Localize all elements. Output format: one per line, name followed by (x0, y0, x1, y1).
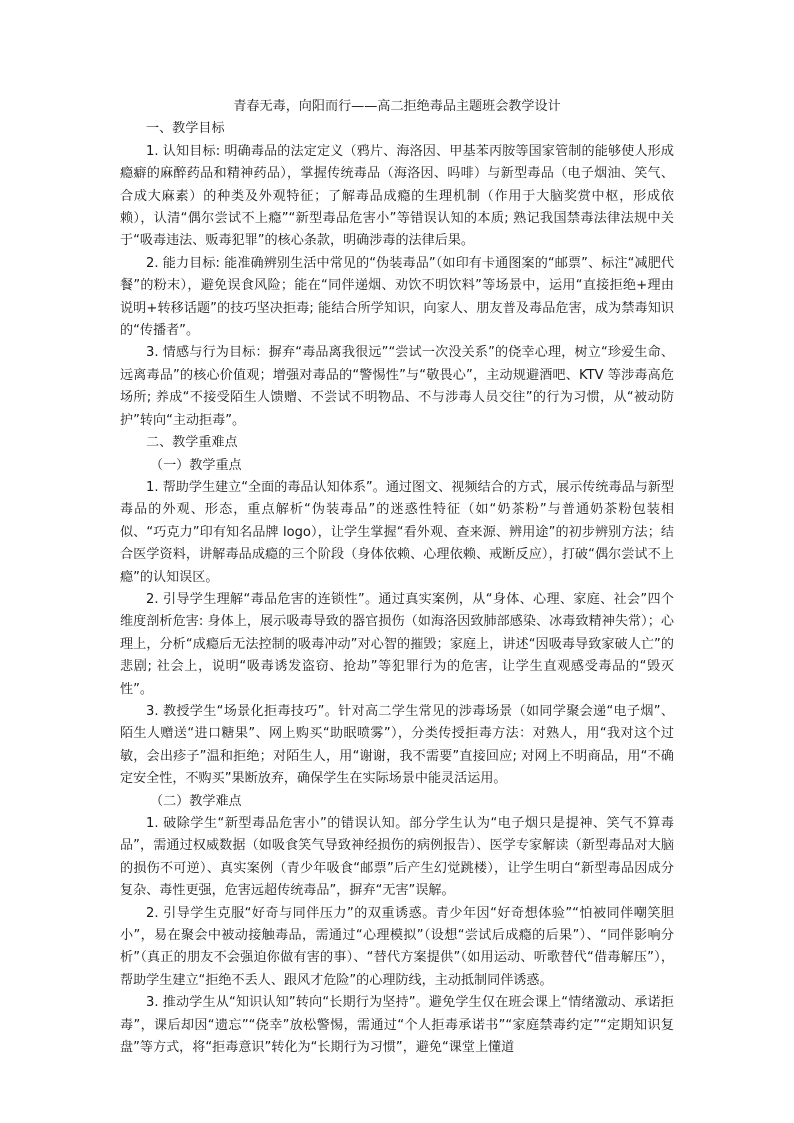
document-body (120, 96, 674, 1059)
subsection-heading-difficult-points: （二）教学难点 (150, 793, 242, 809)
paragraph-emotion-objective: 3. 情感与行为目标：摒弃“毒品离我很远”“尝试一次没关系”的侥幸心理，树立“珍爱生命、远离毒品”的核心价值观；增强对毒品的“警惕性”与“敬畏心”，主动规避酒吧、KTV 等涉毒高危场所; 养成“不接受陌生人馈赠、不尝试不明物品、不与涉毒人员交往”的行为习惯，从“被动防护”转向“主动拒毒”。 (120, 345, 674, 428)
section-heading-key-difficult-points: 二、教学重难点 (146, 435, 238, 451)
section-heading-objectives: 一、教学目标 (146, 121, 225, 137)
paragraph-difficult-point-3: 3. 推动学生从“知识认知”转向“长期行为坚持”。避免学生仅在班会课上“情绪激动、承诺拒毒”，课后却因“遗忘”“侥幸”放松警惕，需通过“个人拒毒承诺书”“家庭禁毒约定”“定期知识复盘”等方式，将“拒毒意识”转化为“长期行为习惯”，避免“课堂上懂道 (120, 995, 674, 1056)
document-title: 青春无毒，向阳而行——高二拒绝毒品主题班会教学设计 (233, 99, 561, 114)
paragraph-difficult-point-2: 2. 引导学生克服“好奇与同伴压力”的双重诱惑。青少年因“好奇想体验”“怕被同伴嘲笑胆小”，易在聚会中被动接触毒品，需通过“心理模拟”（设想“尝试后成瘾的后果”）、“同伴影响分析”（真正的朋友不会强迫你做有害的事）、“替代方案提供”（如用运动、听歌替代“借毒解压”），帮助学生建立“拒绝不丢人、跟风才危险”的心理防线，主动抵制同伴诱惑。 (120, 905, 674, 988)
paragraph-key-point-1: 1. 帮助学生建立“全面的毒品认知体系”。通过图文、视频结合的方式，展示传统毒品与新型毒品的外观、形态，重点解析“伪装毒品”的迷惑性特征（如“奶茶粉”与普通奶茶粉包装相似、“巧克力”印有知名品牌 logo），让学生掌握“看外观、查来源、辨用途”的初步辨别方法；结合医学资料，讲解毒品成瘾的三个阶段（身体依赖、心理依赖、戒断反应），打破“偶尔尝试不上瘾”的认知误区。 (120, 479, 674, 585)
paragraph-difficult-point-1: 1. 破除学生“新型毒品危害小”的错误认知。部分学生认为“电子烟只是提神、笑气不算毒品”，需通过权威数据（如吸食笑气导致神经损伤的病例报告）、医学专家解读（新型毒品对大脑的损伤不可逆）、真实案例（青少年吸食“邮票”后产生幻觉跳楼），让学生明白“新型毒品因成分复杂、毒性更强，危害远超传统毒品”，摒弃“无害”误解。 (120, 816, 674, 899)
paragraph-ability-objective: 2. 能力目标: 能准确辨别生活中常见的“伪装毒品”（如印有卡通图案的“邮票”、标注“减肥代餐”的粉末），避免误食风险；能在“同伴递烟、劝饮不明饮料”等场景中，运用“直接拒绝+理由说明+转移话题”的技巧坚决拒毒; 能结合所学知识，向家人、朋友普及毒品危害，成为禁毒知识的“传播者”。 (120, 255, 674, 339)
paragraph-key-point-2: 2. 引导学生理解“毒品危害的连锁性”。通过真实案例，从“身体、心理、家庭、社会”四个维度剖析危害: 身体上，展示吸毒导致的器官损伤（如海洛因致肺部感染、冰毒致精神失常）；心理上，分析“成瘾后无法控制的吸毒冲动”对心智的摧毁；家庭上，讲述“因吸毒导致家破人亡”的悲剧; 社会上，说明“吸毒诱发盗窃、抢劫”等犯罪行为的危害，让学生直观感受毒品的“毁灭性”。 (120, 591, 674, 697)
paragraph-cognitive-objective: 1. 认知目标: 明确毒品的法定定义（鸦片、海洛因、甲基苯丙胺等国家管制的能够使人形成瘾癖的麻醉药品和精神药品），掌握传统毒品（海洛因、吗啡）与新型毒品（电子烟油、笑气、合成大麻素）的种类及外观特征；了解毒品成瘾的生理机制（作用于大脑奖赏中枢，形成依赖），认清“偶尔尝试不上瘾”“新型毒品危害小”等错误认知的本质; 熟记我国禁毒法律法规中关于“吸毒违法、贩毒犯罪”的核心条款，明确涉毒的法律后果。 (120, 143, 674, 249)
subsection-heading-key-points: （一）教学重点 (150, 457, 242, 473)
paragraph-key-point-3: 3. 教授学生“场景化拒毒技巧”。针对高二学生常见的涉毒场景（如同学聚会递“电子烟”、陌生人赠送“进口糖果”、网上购买“助眠喷雾”），分类传授拒毒方法：对熟人，用“我对这个过敏，会出疹子”温和拒绝；对陌生人，用“谢谢，我不需要”直接回应; 对网上不明商品，用“不确定安全性，不购买”果断放弃，确保学生在实际场景中能灵活运用。 (120, 703, 674, 787)
